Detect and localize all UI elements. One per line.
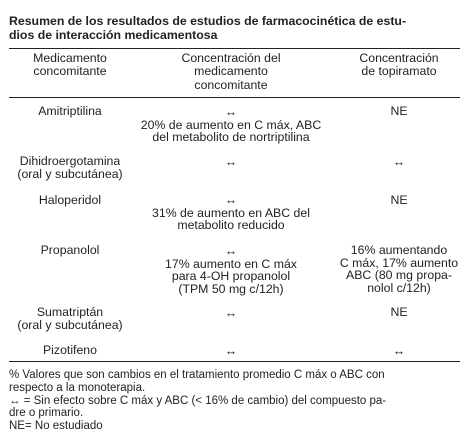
drug-name: Amitriptilina (38, 104, 102, 118)
drug-name: Propanolol (40, 243, 100, 257)
table-row-drug (9, 155, 131, 180)
table-row-topiramate (338, 306, 460, 319)
cell-line: 31% de aumento en ABC del (152, 205, 310, 220)
table-row-topiramate (338, 194, 460, 207)
header-line: de topiramato (361, 64, 437, 79)
table-row-concomitant (133, 345, 329, 358)
bottom-rule (9, 361, 460, 362)
cell-line: 20% de aumento en C máx, ABC (140, 117, 322, 132)
header-line: medicamento (194, 64, 268, 79)
drug-name: Sumatriptán (36, 305, 104, 319)
cell-line: C máx, 17% aumento (339, 255, 459, 270)
footnote-line: dre o primario. (9, 407, 84, 420)
header-line: Concentración (359, 51, 439, 65)
cell-line: NE (390, 305, 408, 319)
table-row-topiramate (338, 244, 460, 295)
header-concomitant-concentration (133, 52, 329, 92)
table-row-concomitant (133, 106, 329, 144)
header-line: Medicamento (33, 51, 107, 65)
table-row-concomitant (133, 156, 329, 169)
drug-route: (oral y subcutánea) (17, 166, 123, 181)
header-rule (9, 97, 460, 98)
header-topiramate-concentration (338, 52, 460, 79)
table-row-topiramate (338, 345, 460, 358)
title-line: dios de interacción medicamentosa (9, 27, 218, 42)
cell-line: NE (390, 104, 408, 118)
table-row-topiramate (338, 156, 460, 169)
footnote-line: ↔ = Sin efecto sobre C máx y ABC (< 16% de cambio) del compuesto pa- (9, 394, 387, 407)
footnote-line: % Valores que son cambios en el tratamiento promedio C máx o ABC con (9, 369, 385, 381)
title-line: Resumen de los resultados de estudios de farmacocinética de estu- (9, 14, 407, 28)
table-row-concomitant (133, 194, 329, 232)
no-effect-arrow: ↔ (392, 344, 406, 358)
header-concomitant-drug (9, 52, 131, 79)
footnote-line: NE= No estudiado (9, 420, 103, 433)
table-row-topiramate (338, 105, 460, 118)
cell-line: para 4-OH propanolol (171, 269, 291, 284)
table-row-drug (9, 244, 131, 257)
table-row-concomitant (133, 307, 329, 320)
footnote-line: respecto a la monoterapia. (9, 381, 146, 394)
no-effect-arrow: ↔ (224, 244, 238, 258)
cell-line: ABC (80 mg propa- (346, 268, 452, 283)
table-row-drug (9, 194, 131, 207)
table-title (9, 15, 461, 42)
footnotes (9, 369, 461, 433)
drug-name: Haloperidol (38, 193, 102, 207)
header-line: Concentración del (181, 51, 281, 65)
no-effect-arrow: ↔ (224, 193, 238, 207)
drug-name: Dihidroergotamina (19, 154, 121, 168)
header-line: concomitante (194, 77, 268, 92)
no-effect-arrow: ↔ (224, 105, 238, 119)
drug-name: Pizotifeno (42, 343, 97, 357)
no-effect-arrow: ↔ (224, 155, 238, 169)
cell-line: NE (390, 193, 408, 207)
cell-line: nolol c/12h) (367, 281, 431, 296)
no-effect-arrow: ↔ (392, 155, 406, 169)
table-row-drug (9, 306, 131, 331)
header-line: concomitante (33, 64, 107, 79)
table-row-concomitant (133, 245, 329, 296)
no-effect-arrow: ↔ (224, 344, 238, 358)
cell-line: 16% aumentando (350, 243, 448, 257)
no-effect-arrow: ↔ (224, 306, 238, 320)
cell-line: metabolito reducido (177, 218, 285, 233)
cell-line: (TPM 50 mg c/12h) (178, 282, 284, 297)
table-row-drug (9, 344, 131, 357)
cell-line: 17% aumento en C máx (165, 256, 297, 271)
table-row-drug (9, 105, 131, 118)
top-rule (9, 48, 460, 49)
drug-route: (oral y subcutánea) (17, 317, 123, 332)
cell-line: del metabolito de nortriptilina (152, 130, 310, 145)
